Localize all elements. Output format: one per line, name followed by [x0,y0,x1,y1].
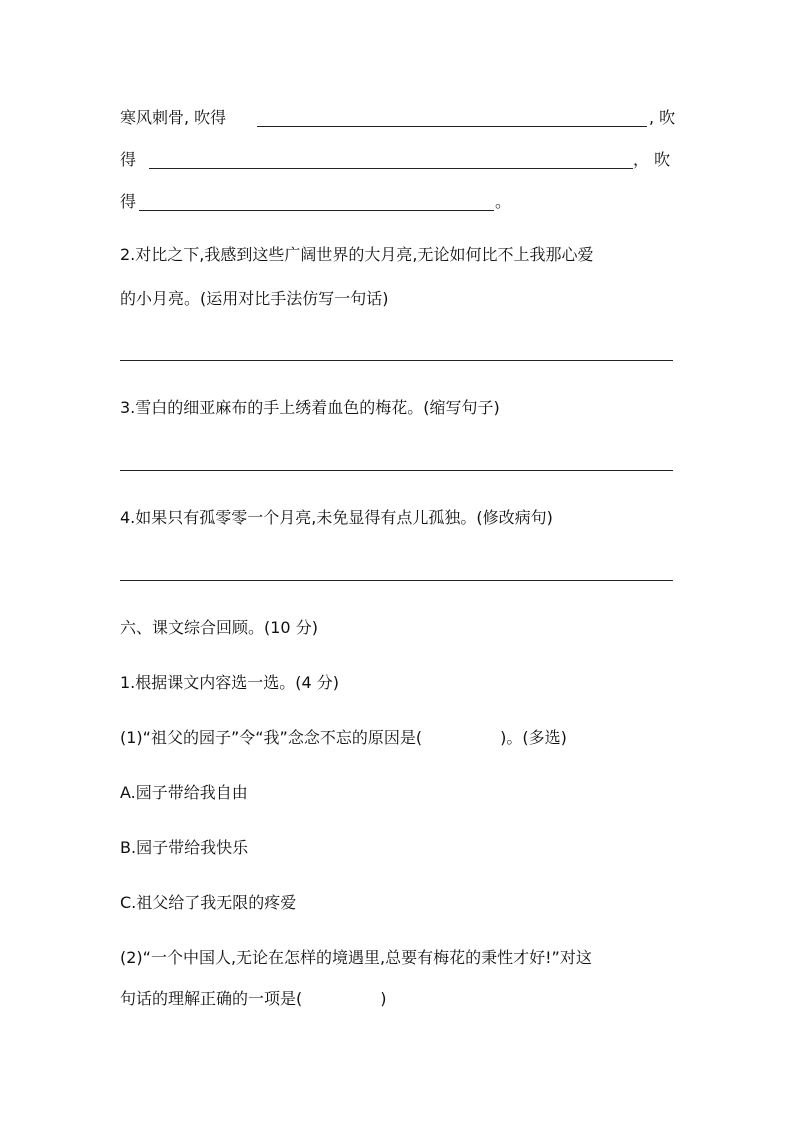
fill-blank-line2-suffix: ， 吹 [633,150,671,169]
question-6-1-2-line-2 [120,988,387,1010]
fill-blank-line3-prefix: 得 [120,192,137,211]
answer-line-q2[interactable] [120,360,673,361]
fill-blank-line1-suffix: , 吹 [649,108,676,127]
question-6-1-2-suffix: ) [380,989,387,1008]
question-6-1-1 [120,727,567,749]
question-6-1-2-line-1: (2)“一个中国人,无论在怎样的境遇里,总要有梅花的秉性才好!”对这 [120,948,592,967]
option-a: A.园子带给我自由 [120,783,248,802]
answer-line-q4[interactable] [120,580,673,581]
question-2-line-2: 的小月亮。(运用对比手法仿写一句话) [120,289,389,308]
section-6-sub-1: 1.根据课文内容选一选。(4 分) [120,673,340,692]
blank-3[interactable] [139,210,494,211]
section-6-title: 六、课文综合回顾。(10 分) [120,618,318,637]
question-3: 3.雪白的细亚麻布的手上绣着血色的梅花。(缩写句子) [120,398,500,417]
question-2-line-1: 2.对比之下,我感到这些广阔世界的大月亮,无论如何比不上我那心爱 [120,245,594,264]
question-6-1-1-prefix: (1)“祖父的园子”令“我”念念不忘的原因是( [120,728,423,747]
question-6-1-1-suffix: )。(多选) [500,728,567,747]
question-4: 4.如果只有孤零零一个月亮,未免显得有点儿孤独。(修改病句) [120,508,553,527]
blank-1[interactable] [257,126,647,127]
option-b: B.园子带给我快乐 [120,838,249,857]
question-6-1-2-prefix: 句话的理解正确的一项是( [120,989,303,1008]
blank-2[interactable] [149,168,633,169]
answer-line-q3[interactable] [120,470,673,471]
fill-blank-line3-suffix: 。 [495,192,512,211]
fill-blank-line1-prefix: 寒风刺骨, 吹得 [120,108,227,127]
fill-blank-line2-prefix: 得 [120,150,137,169]
option-c: C.祖父给了我无限的疼爱 [120,893,297,912]
